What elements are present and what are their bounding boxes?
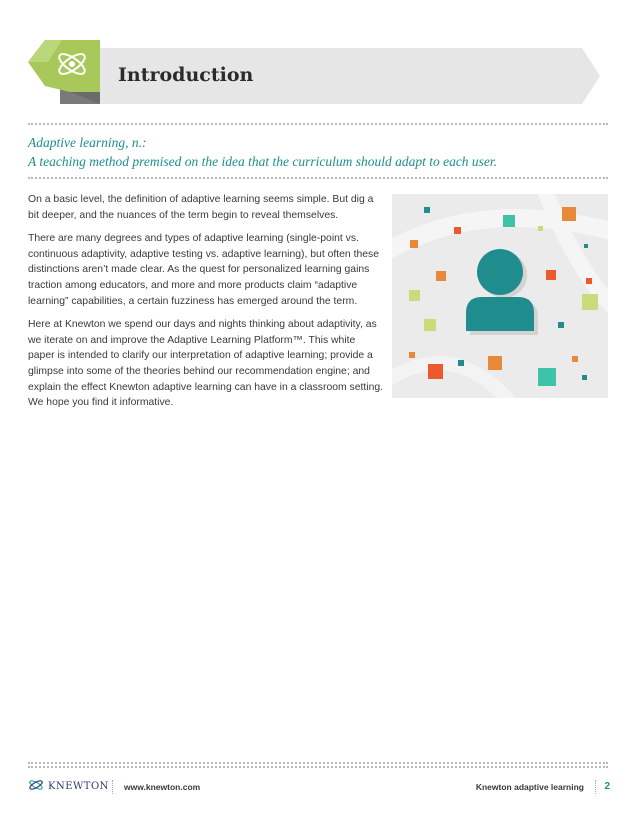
user-illustration [392, 194, 608, 398]
footer-separator [595, 780, 596, 794]
definition-block [28, 133, 608, 171]
paragraph: There are many degrees and types of adaptive learning (single-point vs. continuous adaptivity, adaptive testing vs. adaptive learning), but often these distinctions aren’t made clear. As the quest for personalized learning gains traction among educators, and more and more products claim “adaptive learning” capabilities, a certain fuzziness has emerged around the term. [28, 233, 380, 307]
section-banner [0, 0, 638, 115]
footer [28, 776, 610, 798]
definition-meaning: A teaching method premised on the idea that the curriculum should adapt to each user. [28, 154, 498, 169]
user-icon [464, 249, 540, 342]
footer-separator [112, 780, 113, 794]
knewton-atom-icon [28, 778, 44, 794]
body-text [28, 192, 384, 419]
definition-term: Adaptive learning, n.: [28, 135, 147, 150]
page-title: Introduction [118, 64, 254, 86]
divider-bottom [28, 177, 608, 179]
paragraph: Here at Knewton we spend our days and nights thinking about adaptivity, as we iterate on and improve the Adaptive Learning Platform™. This white paper is intended to clarify our interpretation of adaptive learning; provide a glimpse into some of the theories behind our recommendation engine; and explain the effect Knewton adaptive learning can have in a classroom setting. We hope you find it informative. [28, 319, 384, 409]
website-link[interactable]: www.knewton.com [124, 782, 201, 792]
page-number: 2 [604, 781, 610, 792]
paragraph: On a basic level, the definition of adaptive learning seems simple. But dig a bit deeper, and the nuances of the term begin to reveal themselves. [28, 194, 374, 221]
footer-divider [28, 766, 608, 768]
footer-brand: Knewton adaptive learning [475, 782, 584, 792]
footer-divider [28, 762, 608, 764]
banner-graphic [0, 0, 638, 115]
knewton-logo[interactable] [28, 778, 109, 794]
logo-text: KNEWTON [48, 780, 109, 792]
divider-top [28, 123, 608, 125]
